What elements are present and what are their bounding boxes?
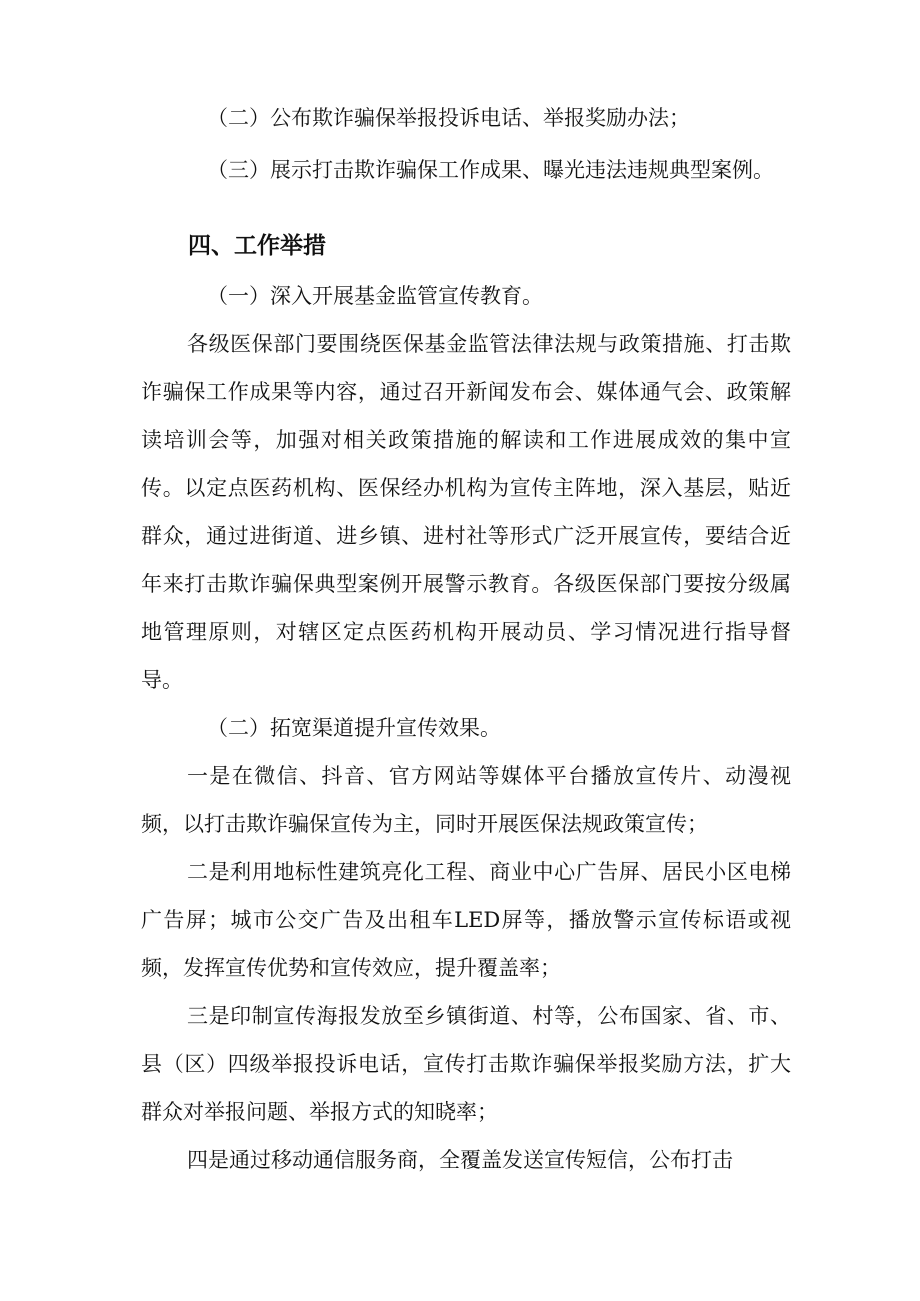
paragraph-education-body: 各级医保部门要围绕医保基金监管法律法规与政策措施、打击欺诈骗保工作成果等内容，通过召开新闻发布会、媒体通气会、政策解读培训会等，加强对相关政策措施的解读和工作进展成效的集中宣传。以定点医药机构、医保经办机构为宣传主阵地，深入基层，贴近群众，通过进街道、进乡镇、进村社等形式广泛开展宣传，要结合近年来打击欺诈骗保典型案例开展警示教育。各级医保部门要按分级属地管理原则，对辖区定点医药机构开展动员、学习情况进行指导督导。: [141, 332, 791, 692]
paragraph-channel-three: 三是印制宣传海报发放至乡镇街道、村等，公布国家、省、市、县（区）四级举报投诉电话，宣传打击欺诈骗保举报奖励方法，扩大群众对举报问题、举报方式的知晓率；: [141, 1004, 791, 1124]
paragraph-item-3-showcase-results: （三）展示打击欺诈骗保工作成果、曝光违法违规典型案例。: [207, 158, 774, 182]
section-heading-work-measures: 四、工作举措: [188, 233, 326, 259]
subheading-deepen-education: （一）深入开展基金监管宣传教育。: [207, 284, 543, 308]
paragraph-item-2-report-hotline: （二）公布欺诈骗保举报投诉电话、举报奖励办法；: [207, 106, 690, 130]
paragraph-channel-four: 四是通过移动通信服务商，全覆盖发送宣传短信，公布打击: [187, 1148, 733, 1172]
paragraph-channel-one: 一是在微信、抖音、官方网站等媒体平台播放宣传片、动漫视频，以打击欺诈骗保宣传为主，同时开展医保法规政策宣传；: [141, 764, 791, 836]
subheading-broaden-channels: （二）拓宽渠道提升宣传效果。: [207, 716, 501, 740]
paragraph-channel-two: 二是利用地标性建筑亮化工程、商业中心广告屏、居民小区电梯广告屏；城市公交广告及出租车LED屏等，播放警示宣传标语或视频，发挥宣传优势和宣传效应，提升覆盖率；: [141, 860, 791, 980]
